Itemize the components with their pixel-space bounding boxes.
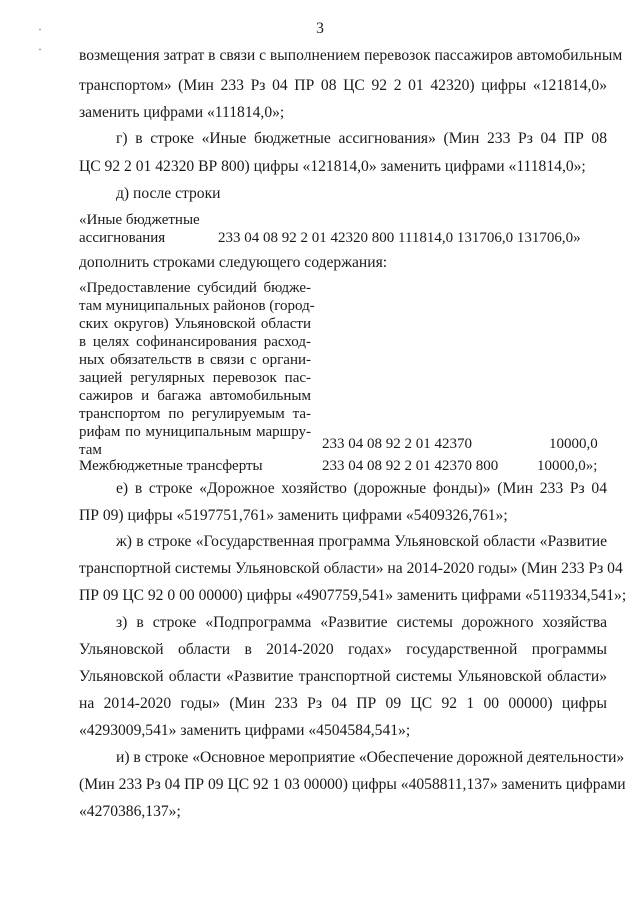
- table-desc-line: ских округов) Ульяновской области: [79, 316, 311, 332]
- paragraph-line: и) в строке «Основное мероприятие «Обеспечение дорожной деятельности»: [116, 749, 625, 766]
- paragraph-line: г) в строке «Иные бюджетные ассигнования» (Мин 233 Рз 04 ПР 08: [116, 130, 607, 147]
- paragraph-line: заменить цифрами «111814,0»;: [79, 104, 285, 121]
- paragraph-line: д) после строки: [116, 185, 221, 202]
- table-row-name: ассигнования: [79, 230, 166, 246]
- paragraph-line: Ульяновской области в 2014-2020 годах» государственной программы: [79, 641, 607, 658]
- table-row-name: «Иные бюджетные: [79, 212, 200, 228]
- paragraph-line: «4293009,541» заменить цифрами «4504584,541»;: [79, 722, 411, 739]
- paragraph-line: транспортом» (Мин 233 Рз 04 ПР 08 ЦС 92 2 01 42320) цифры «121814,0»: [79, 77, 607, 94]
- paragraph-line: транспортной системы Ульяновской области» на 2014-2020 годы» (Мин 233 Рз 04: [79, 560, 623, 577]
- paragraph-line: на 2014-2020 годы» (Мин 233 Рз 04 ПР 09 ЦС 92 1 00 00000) цифры: [79, 695, 607, 712]
- table-desc-line: «Предоставление субсидий бюдже-: [79, 280, 311, 296]
- paragraph-line: ПР 09 ЦС 92 0 00 00000) цифры «4907759,541» заменить цифрами «5119334,541»;: [79, 587, 627, 604]
- paragraph-line: ЦС 92 2 01 42320 ВР 800) цифры «121814,0» заменить цифрами «111814,0»;: [79, 158, 586, 175]
- paragraph-line: ж) в строке «Государственная программа Ульяновской области «Развитие: [116, 533, 607, 550]
- paragraph-line: «4270386,137»;: [79, 803, 181, 820]
- paragraph-line: (Мин 233 Рз 04 ПР 09 ЦС 92 1 03 00000) цифры «4058811,137» заменить цифрами: [79, 776, 626, 793]
- paragraph-line: возмещения затрат в связи с выполнением перевозок пассажиров автомобильным: [79, 47, 623, 64]
- table-row-name: Межбюджетные трансферты: [79, 458, 263, 474]
- table-row-value: 10000,0»;: [537, 458, 598, 474]
- table-desc-line: там муниципальных районов (город-: [79, 298, 315, 314]
- table-row-codes: 233 04 08 92 2 01 42370: [322, 436, 472, 452]
- paragraph-line: з) в строке «Подпрограмма «Развитие системы дорожного хозяйства: [116, 614, 607, 631]
- table-desc-line: там: [79, 442, 102, 458]
- page-number: 3: [316, 20, 324, 37]
- table-row-codes: 233 04 08 92 2 01 42370 800: [322, 458, 499, 474]
- table-desc-line: зацией регулярных перевозок пас-: [79, 370, 311, 386]
- table-desc-line: сажиров и багажа автомобильным: [79, 388, 311, 404]
- paragraph-line: ПР 09) цифры «5197751,761» заменить цифрами «5409326,761»;: [79, 507, 508, 524]
- table-desc-line: рифам по муниципальным маршру-: [79, 424, 311, 440]
- paragraph-line: дополнить строками следующего содержания:: [79, 254, 388, 271]
- table-desc-line: транспортом по регулируемым та-: [79, 406, 311, 422]
- table-desc-line: ных обязательств в связи с органи-: [79, 352, 311, 368]
- paragraph-line: е) в строке «Дорожное хозяйство (дорожные фонды)» (Мин 233 Рз 04: [116, 480, 607, 497]
- table-row-codes: 233 04 08 92 2 01 42320 800 111814,0 131706,0 131706,0»: [218, 230, 581, 246]
- margin-mark: ·: [38, 22, 42, 36]
- paragraph-line: Ульяновской области «Развитие транспортной системы Ульяновской области»: [79, 668, 607, 685]
- table-desc-line: в целях софинансирования расход-: [79, 334, 311, 350]
- margin-mark: ·: [38, 42, 42, 56]
- table-row-value: 10000,0: [549, 436, 598, 452]
